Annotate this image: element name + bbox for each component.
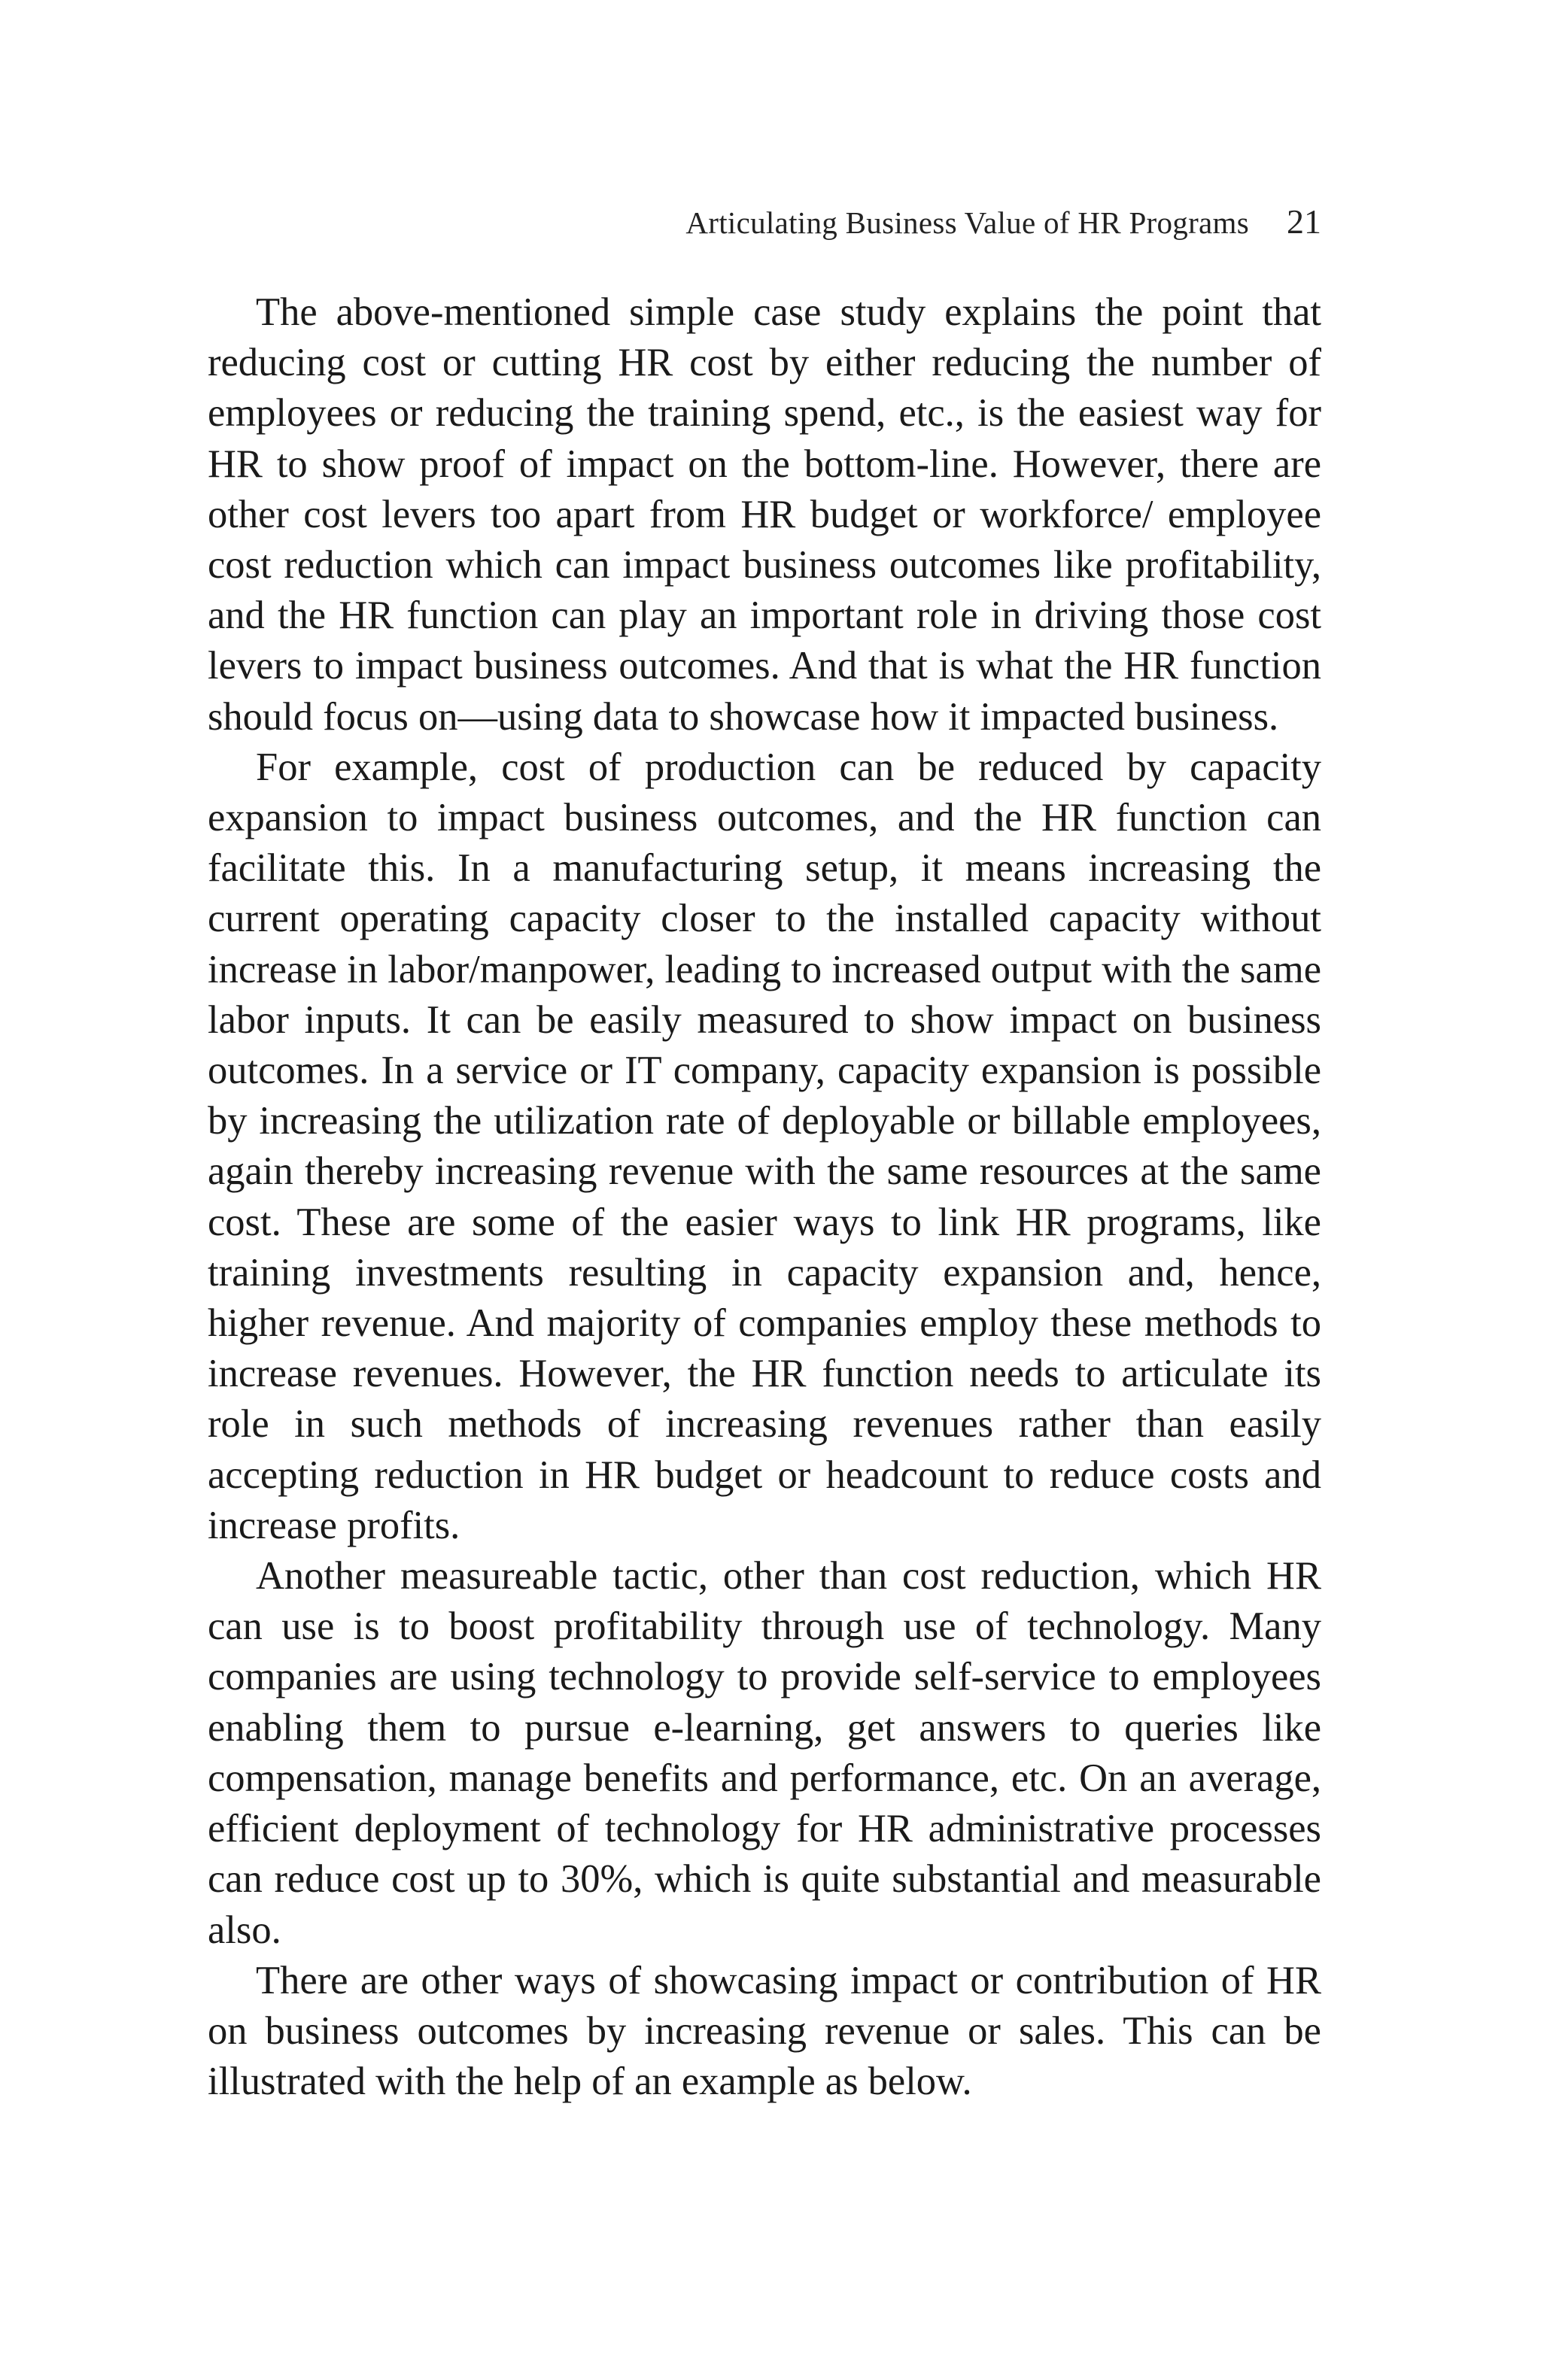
paragraph: Another measureable tactic, other than cost reduction, which HR can use is to boost profitability through use of technology. Many companies are using technology to provide self-service to employees enabling them to pursue e-learning, get answers to queries like compensation, manage benefits and performance, etc. On an average, efficient deployment of technology for HR administrative processes can reduce cost up to 30%, which is quite substantial and measurable also. bbox=[208, 1554, 1321, 1952]
page-number: 21 bbox=[1287, 202, 1321, 241]
running-title: Articulating Business Value of HR Programs bbox=[685, 205, 1249, 240]
running-header bbox=[208, 202, 1321, 241]
paragraph: For example, cost of production can be reduced by capacity expansion to impact business outcomes, and the HR function can facilitate this. In a manufacturing setup, it means increasing the current operating capacity closer to the installed capacity without increase in labor/manpower, leading to increased output with the same labor inputs. It can be easily measured to show impact on business outcomes. In a service or IT company, capacity expansion is possible by increasing the utilization rate of deployable or billable employees, again thereby increasing revenue with the same resources at the same cost. These are some of the easier ways to link HR programs, like training investments resulting in capacity expansion and, hence, higher revenue. And majority of companies employ these methods to increase revenues. However, the HR function needs to articulate its role in such methods of increasing revenues rather than easily accepting reduction in HR budget or headcount to reduce costs and increase profits. bbox=[208, 745, 1321, 1547]
paragraph: There are other ways of showcasing impact or contribution of HR on business outcomes by increasing revenue or sales. This can be illustrated with the help of an example as below. bbox=[208, 1958, 1321, 2104]
body-text bbox=[208, 287, 1321, 2107]
paragraph: The above-mentioned simple case study explains the point that reducing cost or cutting HR cost by either reducing the number of employees or reducing the training spend, etc., is the easiest way for HR to show proof of impact on the bottom-line. However, there are other cost levers too apart from HR budget or workforce/ employee cost reduction which can impact business outcomes like profitability, and the HR function can play an important role in driving those cost levers to impact business outcomes. And that is what the HR function should focus on—using data to showcase how it impacted business. bbox=[208, 290, 1321, 739]
